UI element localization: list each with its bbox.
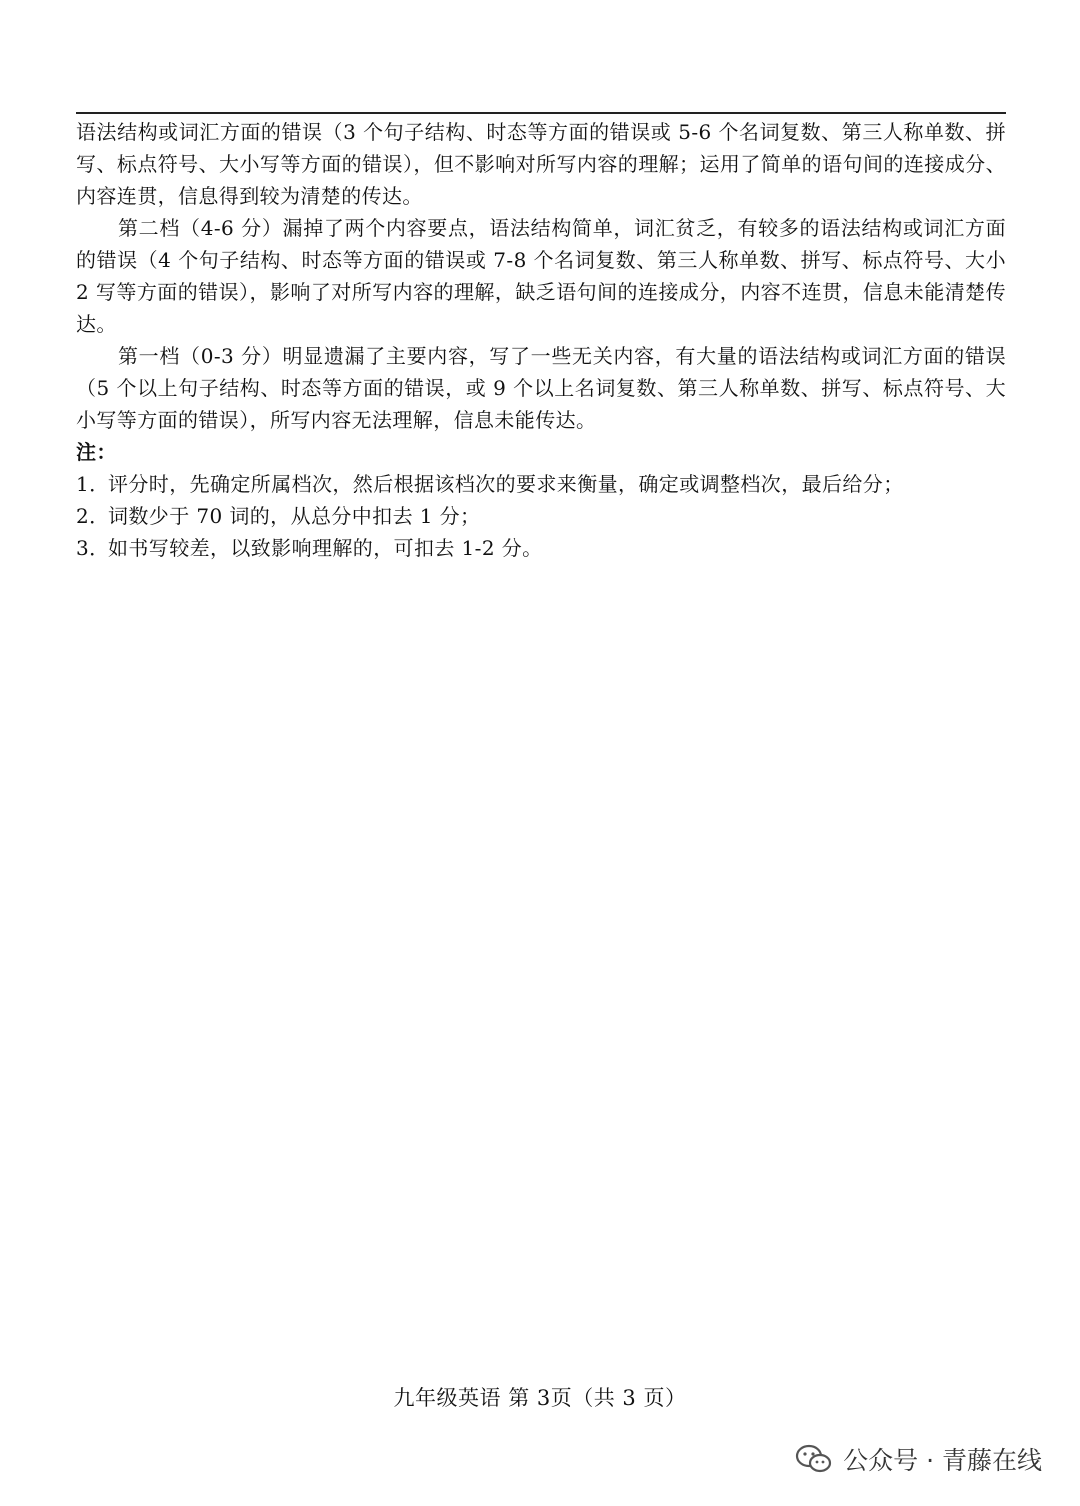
document-body — [76, 116, 1006, 564]
note-item — [76, 468, 1006, 500]
note-number: 1． — [76, 472, 110, 496]
watermark — [795, 1440, 1042, 1478]
paragraph-tier-2: 第二档（4-6 分）漏掉了两个内容要点，语法结构简单，词汇贫乏，有较多的语法结构或词汇方面的错误（4 个句子结构、时态等方面的错误或 7-8 个名词复数、第三人称单数、拼写、标点符号、大小 2 写等方面的错误），影响了对所写内容的理解，缺乏语句间的连接成分，内容不连贯，信息未能清楚传达。 — [76, 216, 1006, 336]
note-text: 如书写较差，以致影响理解的，可扣去 1-2 分。 — [108, 536, 543, 560]
note-text: 词数少于 70 词的，从总分中扣去 1 分； — [108, 504, 481, 528]
note-number: 2． — [76, 504, 110, 528]
paragraph-continued: 语法结构或词汇方面的错误（3 个句子结构、时态等方面的错误或 5-6 个名词复数、第三人称单数、拼写、标点符号、大小写等方面的错误），但不影响对所写内容的理解；运用了简单的语句间的连接成分、内容连贯，信息得到较为清楚的传达。 — [76, 120, 1006, 208]
paragraph-tier-1: 第一档（0-3 分）明显遗漏了主要内容，写了一些无关内容，有大量的语法结构或词汇方面的错误（5 个以上句子结构、时态等方面的错误，或 9 个以上名词复数、第三人称单数、拼写、标点符号、大小写等方面的错误），所写内容无法理解，信息未能传达。 — [76, 344, 1006, 432]
note-item — [76, 532, 1006, 564]
notes-heading: 注： — [76, 440, 117, 464]
wechat-icon — [795, 1444, 833, 1474]
note-text: 评分时，先确定所属档次，然后根据该档次的要求来衡量，确定或调整档次，最后给分； — [108, 472, 904, 496]
note-number: 3． — [76, 536, 110, 560]
note-item — [76, 500, 1006, 532]
page-footer: 九年级英语 第 3页（共 3 页） — [393, 1386, 687, 1410]
watermark-text: 公众号 · 青藤在线 — [843, 1446, 1042, 1475]
top-rule — [76, 112, 1006, 114]
